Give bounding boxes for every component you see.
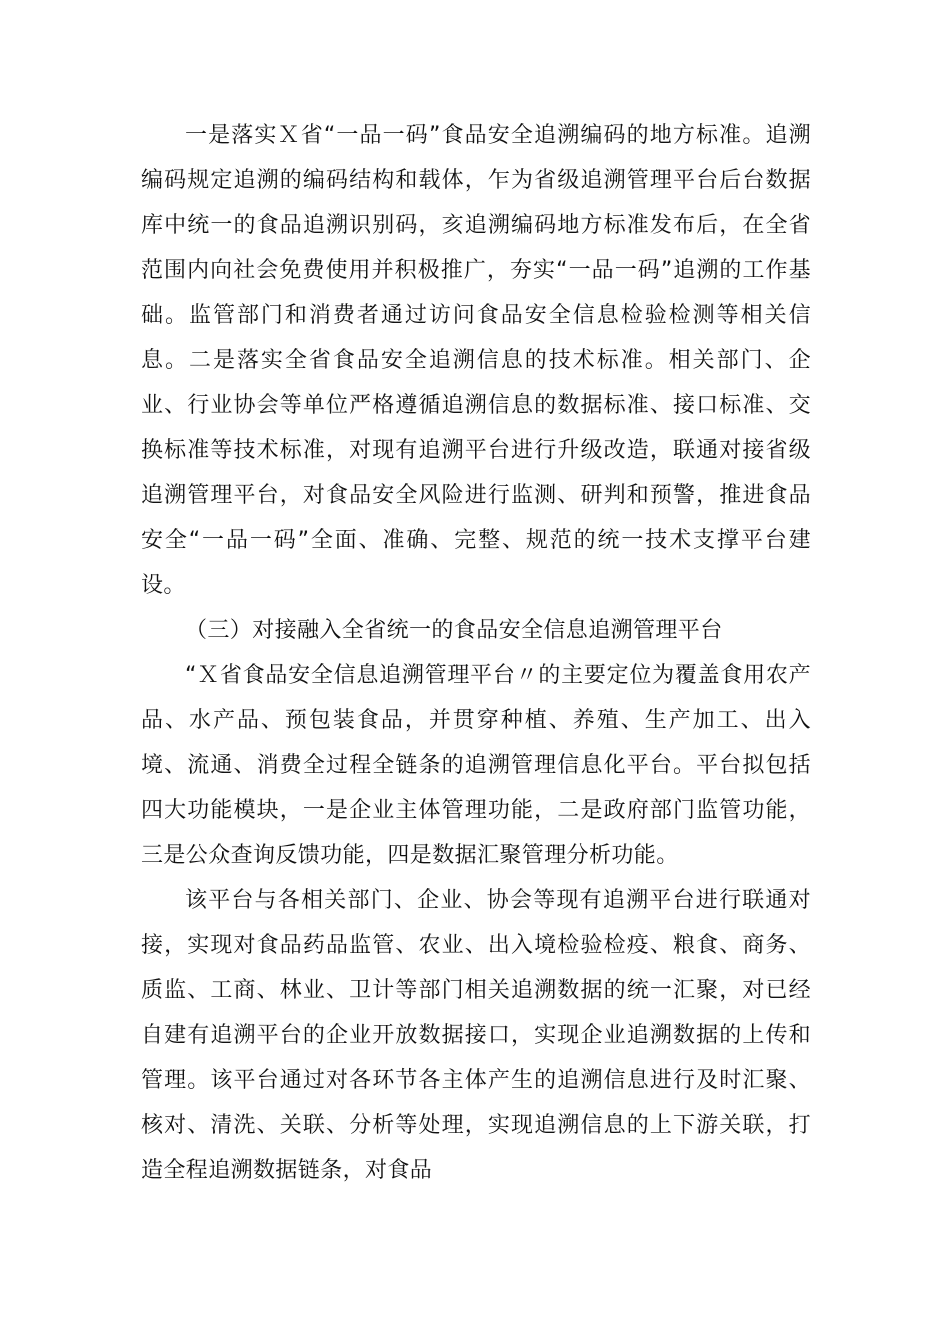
section-heading: （三）对接融入全省统一的食品安全信息追溯管理平台	[185, 618, 723, 643]
paragraph-standards: 一是落实Ｘ省“一品一码”食品安全追溯编码的地方标准。追溯编码规定追溯的编码结构和载体，乍为省级追溯管理平台后台数据库中统一的食品追溯识别码，亥追溯编码地方标准发布后，在全省范围内向社会免费使用并积极推广，夯实“一品一码”追溯的工作基础。监管部门和消费者通过访问食品安全信息检验检测等相关信息。二是落实全省食品安全追溯信息的技术标准。相关部门、企业、行业协会等单位严格遵循追溯信息的数据标准、接口标准、交换标准等技术标准，对现有追溯平台进行升级改造，联通对接省级追溯管理平台，对食品安全风险进行监测、研判和预警，推进食品安全“一品一码”全面、准确、完整、规范的统一技术支撑平台建设。	[141, 123, 811, 598]
paragraph-platform-integration: 该平台与各相关部门、企业、协会等现有追溯平台进行联通对接，实现对食品药品监管、农业、出入境检验检疫、粮食、商务、质监、工商、林业、卫计等部门相关追溯数据的统一汇聚，对已经自建有追溯平台的企业开放数据接口，实现企业追溯数据的上传和管理。该平台通过对各环节各主体产生的追溯信息进行及时汇聚、核对、清洗、关联、分析等处理，实现追溯信息的上下游关联，打造全程追溯数据链条，对食品	[141, 888, 811, 1183]
body-text	[141, 113, 811, 1193]
paragraph-platform-positioning: “Ｘ省食品安全信息追溯管理平台〃的主要定位为覆盖食用农产品、水产品、预包装食品，并贯穿种植、养殖、生产加工、出入境、流通、消费全过程全链条的追溯管理信息化平台。平台拟包括四大功能模块，一是企业主体管理功能，二是政府部门监管功能，三是公众查询反馈功能，四是数据汇聚管理分析功能。	[141, 663, 811, 868]
